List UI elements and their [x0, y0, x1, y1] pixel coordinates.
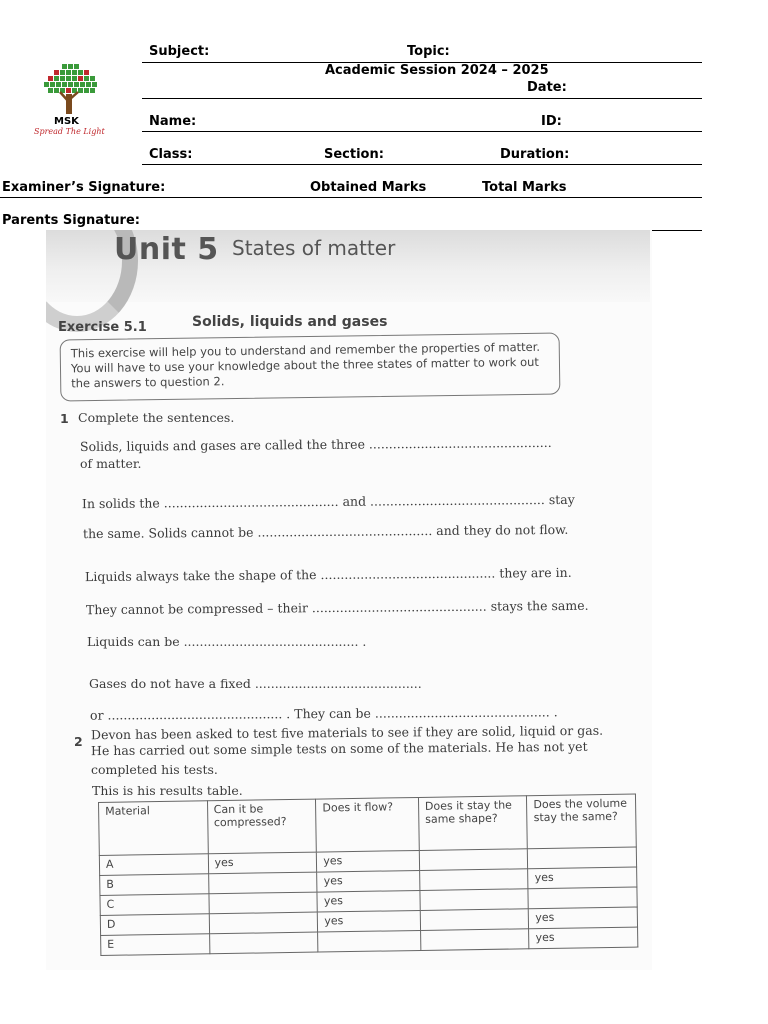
- intro-box: [60, 333, 561, 402]
- table-cell: B: [100, 874, 209, 896]
- table-header: Does it stay the same shape?: [418, 796, 527, 851]
- table-cell: [528, 847, 637, 869]
- table-cell: [420, 889, 529, 911]
- unit-label: Unit 5: [114, 232, 219, 267]
- divider: [0, 197, 702, 198]
- table-cell: C: [100, 894, 209, 916]
- table-cell: [420, 909, 529, 931]
- logo-text: MSK: [54, 116, 79, 127]
- sentence-line: They cannot be compressed – their ............................................ stays the same.: [85, 597, 589, 618]
- table-intro: This is his results table.: [92, 783, 243, 798]
- table-cell: [419, 869, 528, 891]
- question-number: 1: [60, 411, 69, 426]
- table-cell: yes: [317, 890, 420, 912]
- academic-session: Academic Session 2024 – 2025: [325, 63, 549, 78]
- date-label: Date:: [527, 80, 567, 95]
- divider: [650, 230, 702, 231]
- question-number: 2: [74, 734, 83, 749]
- exercise-title: Solids, liquids and gases: [192, 314, 388, 330]
- obtained-marks-label: Obtained Marks: [310, 180, 427, 195]
- unit-title: States of matter: [232, 236, 396, 260]
- worksheet-scan: [46, 230, 652, 970]
- table-cell: yes: [528, 867, 637, 889]
- table-cell: yes: [529, 907, 638, 929]
- tree-logo-icon: [30, 62, 110, 118]
- sentence-line: In solids the ............................................ and ............................................ stay: [81, 491, 575, 512]
- class-label: Class:: [149, 147, 193, 162]
- table-cell: D: [100, 914, 209, 936]
- section-label: Section:: [324, 147, 384, 162]
- table-cell: [209, 892, 318, 914]
- table-cell: yes: [529, 927, 638, 949]
- question-text: Devon has been asked to test five materials to see if they are solid, liquid or gas.: [90, 722, 604, 743]
- table-cell: E: [101, 934, 210, 956]
- table-header: Does it flow?: [316, 797, 419, 852]
- table-cell: [208, 872, 317, 894]
- table-cell: [419, 849, 528, 871]
- subject-label: Subject:: [149, 44, 210, 59]
- table-header-row: [99, 794, 637, 855]
- divider: [142, 98, 702, 99]
- table-cell: A: [99, 854, 208, 876]
- unit-banner: [46, 230, 650, 302]
- sentence-line: Liquids always take the shape of the ............................................ they are in.: [84, 564, 572, 585]
- table-cell: yes: [208, 852, 317, 874]
- table-header: Can it be compressed?: [207, 799, 317, 854]
- question-text: He has carried out some simple tests on some of the materials. He has not yet: [90, 738, 588, 759]
- sentence-line: Gases do not have a fixed ..........................................: [89, 676, 422, 691]
- intro-text: This exercise will help you to understand and remember the properties of matter. You will have to use your knowledge about the three states of matter to work out the answers to question 2.: [70, 339, 541, 391]
- table-cell: [209, 912, 318, 934]
- table-cell: [209, 932, 318, 954]
- parents-signature-label: Parents Signature:: [2, 213, 140, 228]
- table-header: Does the volume stay the same?: [527, 794, 636, 849]
- examiner-signature-label: Examiner’s Signature:: [2, 180, 166, 195]
- exercise-number: Exercise 5.1: [58, 320, 147, 335]
- sentence-line: Liquids can be ............................................ .: [87, 634, 367, 649]
- sentence-line: the same. Solids cannot be ............................................ and they do not flow.: [82, 521, 569, 542]
- divider: [142, 131, 702, 132]
- table-cell: yes: [317, 850, 420, 872]
- logo-tagline: Spread The Light: [34, 127, 105, 136]
- topic-label: Topic:: [407, 44, 450, 59]
- name-label: Name:: [149, 114, 197, 129]
- results-table: [98, 794, 638, 956]
- table-cell: yes: [317, 870, 420, 892]
- sentence-line: or ............................................ . They can be ............................................ .: [89, 704, 558, 723]
- question-prompt: Complete the sentences.: [78, 410, 235, 425]
- sentence-line: Solids, liquids and gases are called the three ..............................................: [79, 434, 552, 455]
- table-cell: yes: [318, 910, 421, 932]
- divider: [142, 164, 702, 165]
- question-text: completed his tests.: [91, 762, 218, 777]
- sentence-line: of matter.: [80, 456, 142, 471]
- duration-label: Duration:: [500, 147, 570, 162]
- table-header: Material: [99, 801, 208, 856]
- table-cell: [420, 929, 529, 951]
- table-cell: [528, 887, 637, 909]
- total-marks-label: Total Marks: [482, 180, 567, 195]
- id-label: ID:: [541, 114, 562, 129]
- table-cell: [318, 930, 421, 952]
